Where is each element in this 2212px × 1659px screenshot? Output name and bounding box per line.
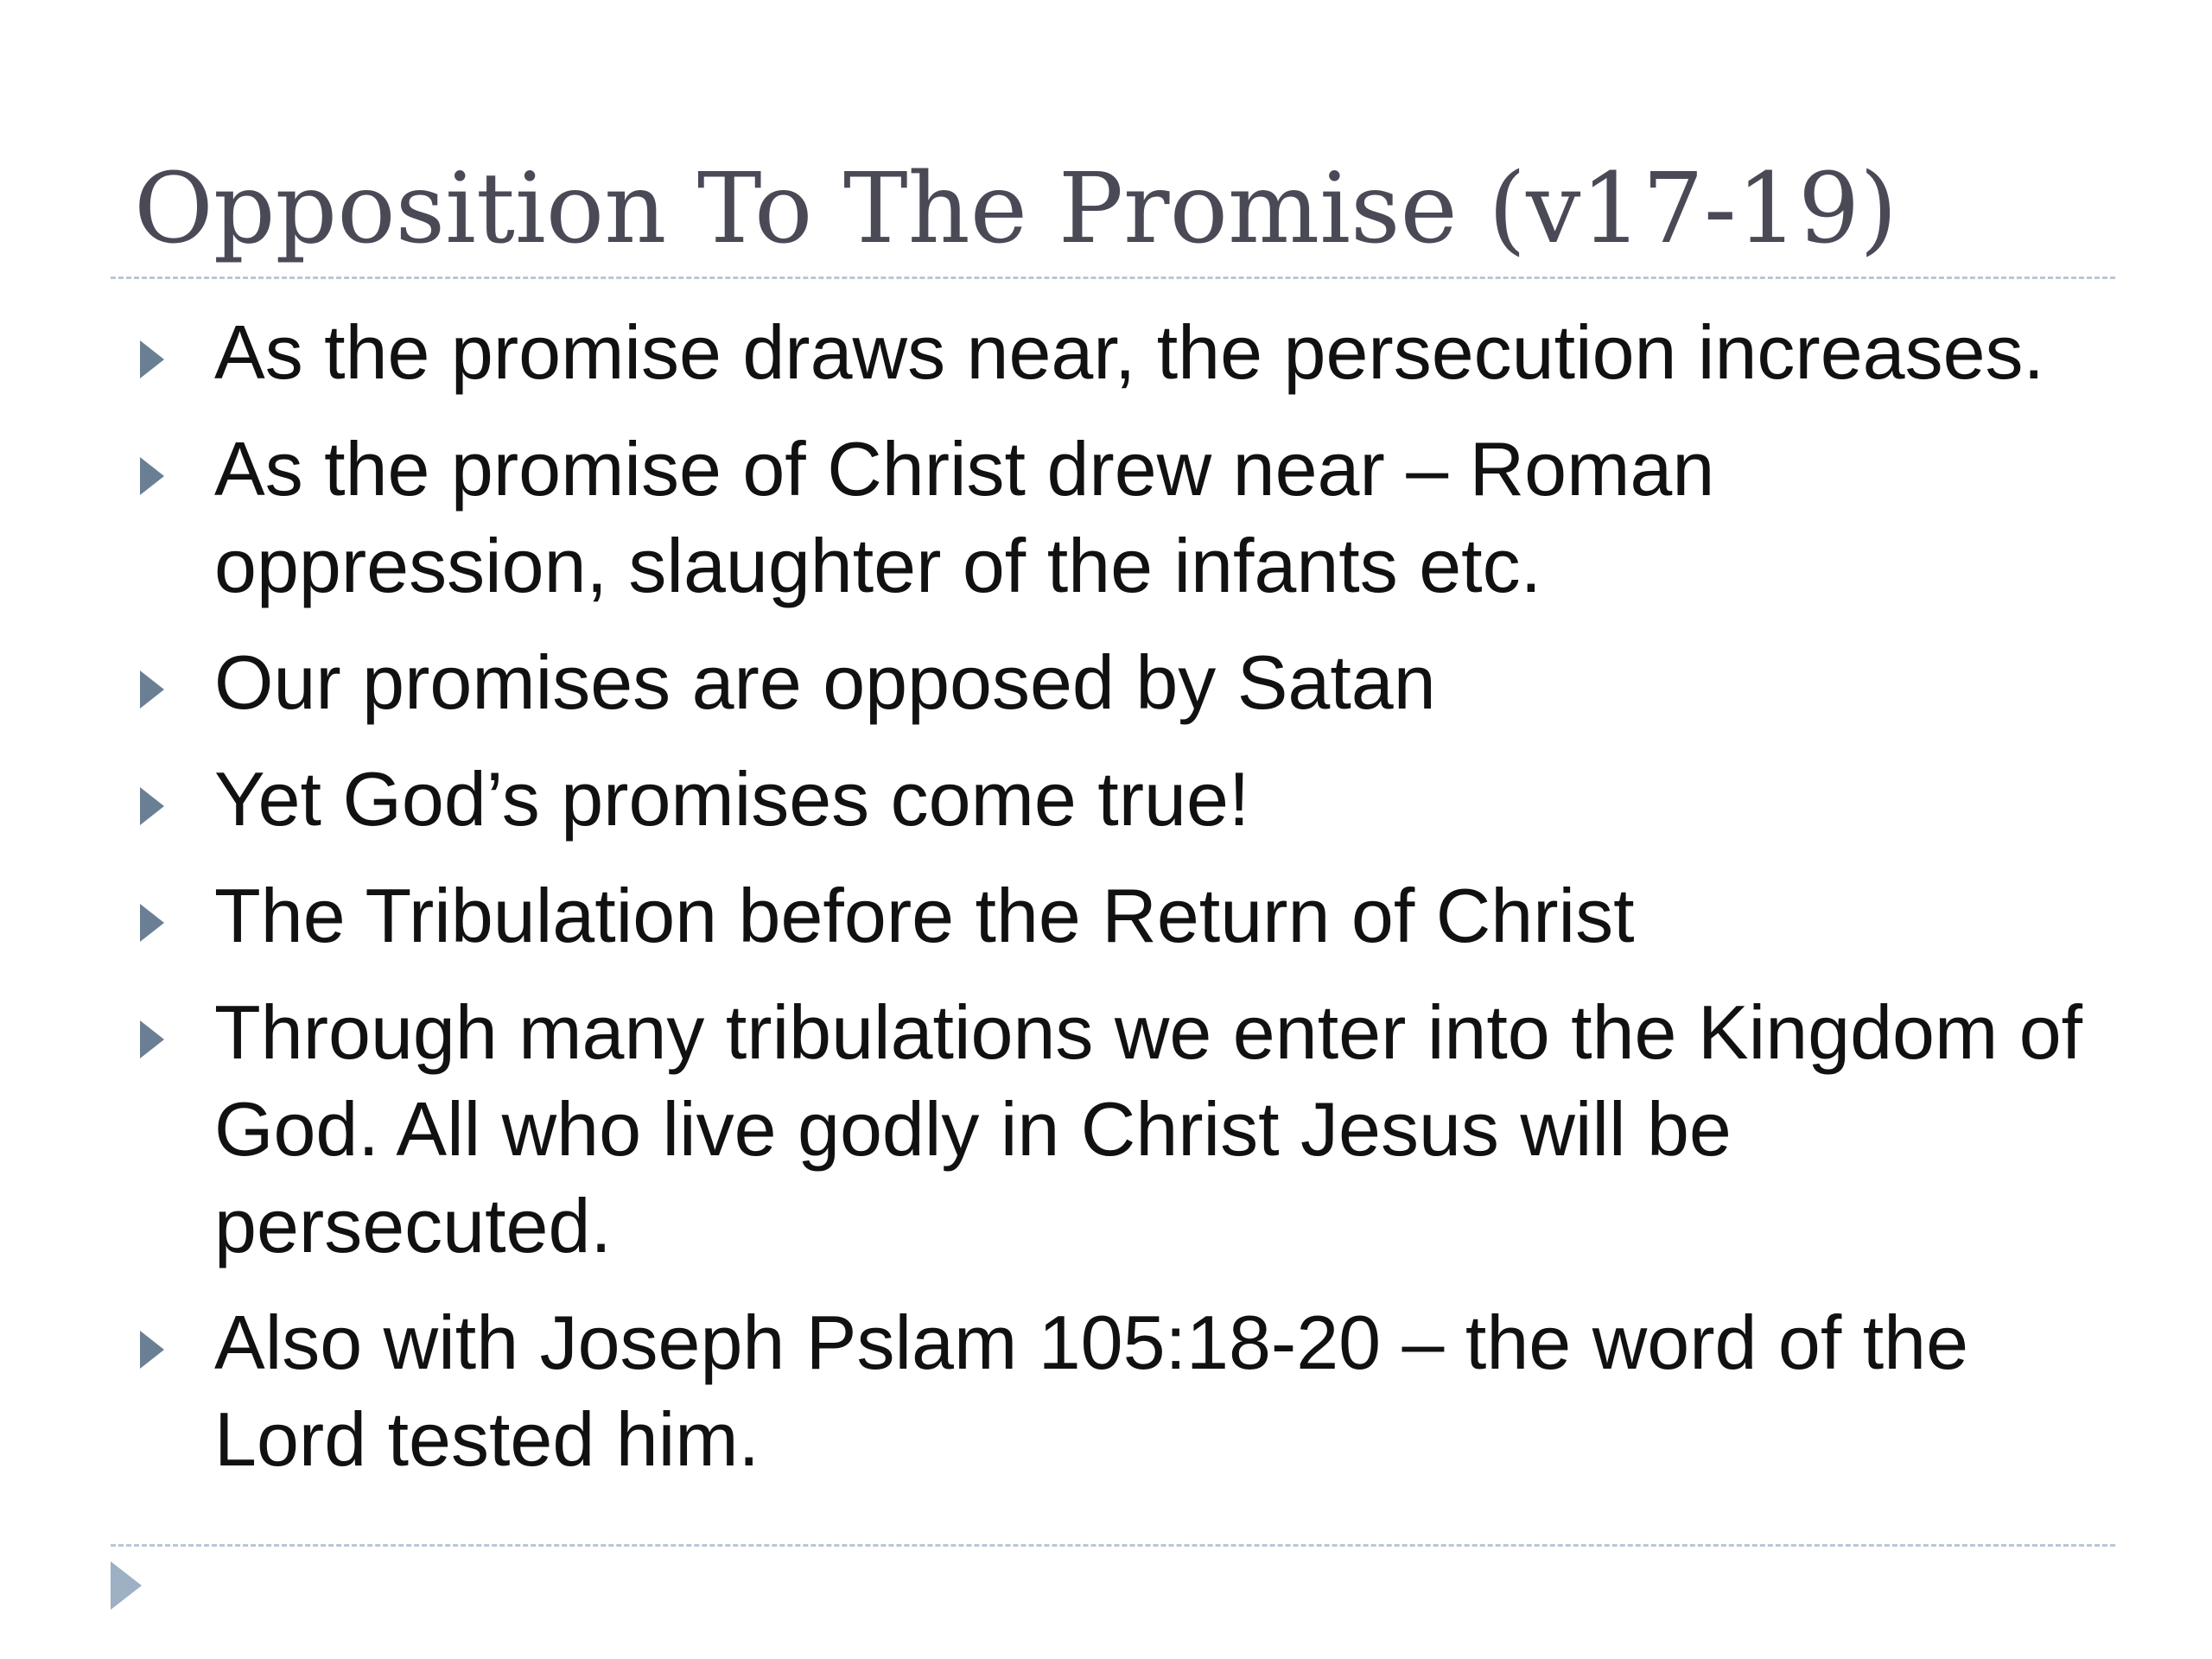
- bullet-list: [128, 304, 2115, 1508]
- triangle-right-icon: [140, 671, 164, 709]
- triangle-right-icon: [140, 340, 164, 378]
- triangle-right-icon: [140, 1331, 164, 1369]
- bullet-text: As the promise draws near, the persecution increases.: [214, 309, 2044, 395]
- slide-title: Opposition To The Promise (v17-19): [134, 153, 1897, 265]
- bullet-text: As the promise of Christ drew near – Roman oppression, slaughter of the infants etc.: [214, 426, 1715, 608]
- bullet-text: Yet God’s promises come true!: [214, 756, 1250, 842]
- triangle-right-icon: [140, 904, 164, 942]
- bullet-text: Through many tribulations we enter into the Kingdom of God. All who live godly in Christ Jesus will be persecuted.: [214, 989, 2083, 1268]
- footer-divider: [111, 1544, 2115, 1547]
- triangle-right-icon: [140, 1020, 164, 1058]
- bullet-text: The Tribulation before the Return of Christ: [214, 873, 1635, 958]
- list-item: [128, 304, 2115, 401]
- bullet-text: Also with Joseph Pslam 105:18-20 – the word of the Lord tested him.: [214, 1300, 1969, 1482]
- title-divider: [111, 276, 2115, 279]
- triangle-right-icon: [140, 787, 164, 825]
- list-item: [128, 984, 2115, 1274]
- list-item: [128, 751, 2115, 848]
- list-item: [128, 868, 2115, 964]
- list-item: [128, 634, 2115, 731]
- bullet-text: Our promises are opposed by Satan: [214, 639, 1436, 725]
- triangle-right-icon: [140, 457, 164, 495]
- list-item: [128, 1294, 2115, 1488]
- footer-arrow-icon: [111, 1561, 142, 1610]
- list-item: [128, 421, 2115, 614]
